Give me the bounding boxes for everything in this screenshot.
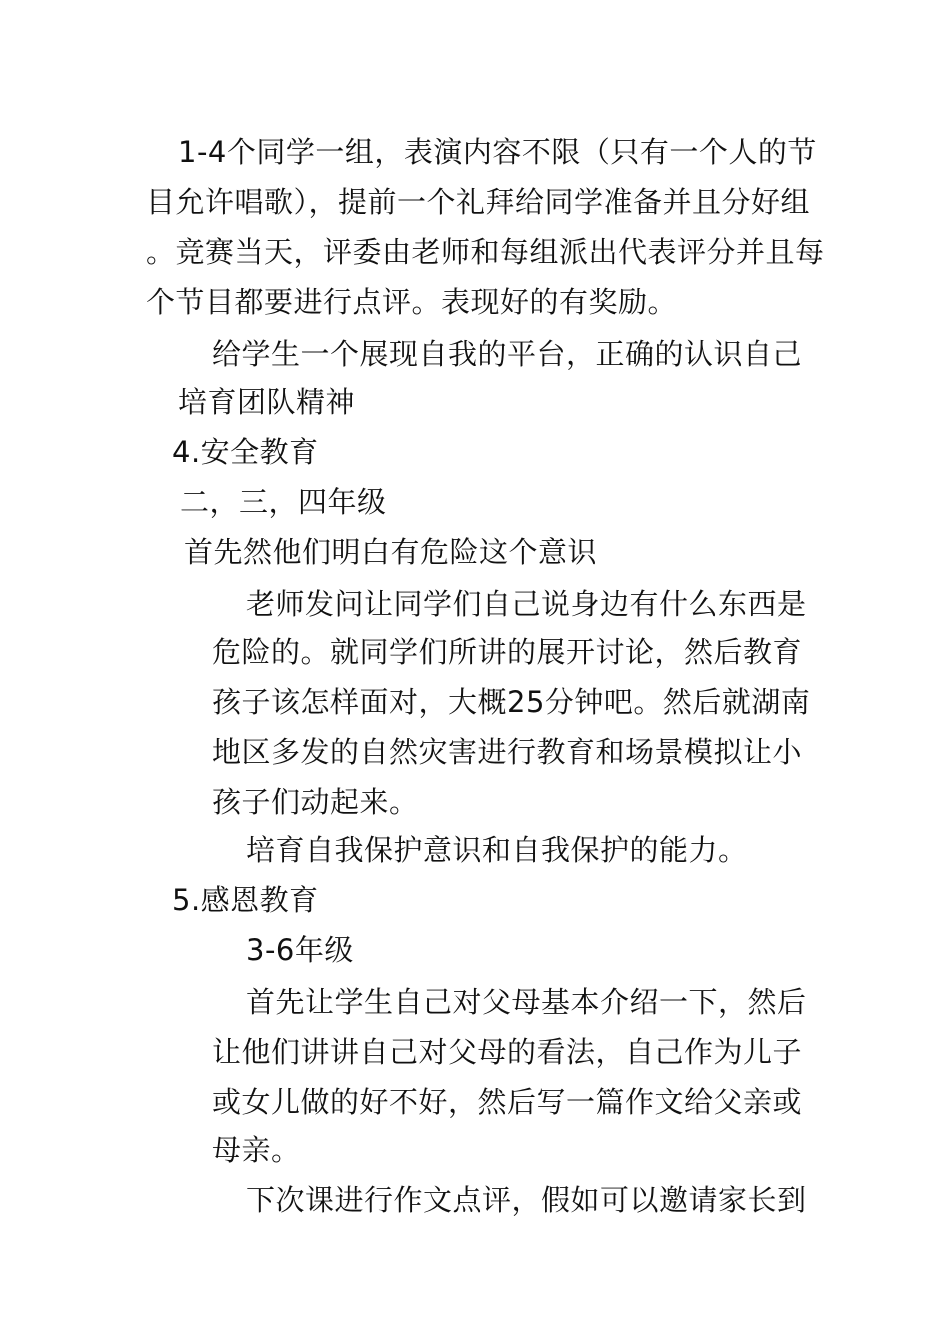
paragraph-line: 个节目都要进行点评。表现好的有奖励。	[146, 285, 678, 319]
paragraph-line: 目允许唱歌），提前一个礼拜给同学准备并且分好组	[146, 185, 811, 219]
paragraph-line: 给学生一个展现自我的平台，正确的认识自己	[212, 337, 803, 371]
paragraph-line: 下次课进行作文点评，假如可以邀请家长到	[246, 1183, 807, 1217]
paragraph-line: 让他们讲讲自己对父母的看法，自己作为儿子	[212, 1035, 803, 1069]
section-heading: 5.感恩教育	[172, 883, 319, 917]
paragraph-line: 3-6年级	[246, 933, 354, 967]
paragraph-line: 地区多发的自然灾害进行教育和场景模拟让小	[212, 735, 803, 769]
paragraph-line: 老师发问让同学们自己说身边有什么东西是	[246, 587, 807, 621]
paragraph-line: 。竞赛当天，评委由老师和每组派出代表评分并且每	[146, 235, 825, 269]
paragraph-line: 危险的。就同学们所讲的展开讨论，然后教育	[212, 635, 803, 669]
paragraph-line: 首先让学生自己对父母基本介绍一下，然后	[246, 985, 807, 1019]
paragraph-line: 首先然他们明白有危险这个意识	[184, 535, 598, 569]
paragraph-line: 孩子们动起来。	[212, 785, 419, 819]
paragraph-line: 或女儿做的好不好，然后写一篇作文给父亲或	[212, 1085, 803, 1119]
section-heading: 4.安全教育	[172, 435, 319, 469]
paragraph-line: 培育团队精神	[178, 385, 356, 419]
paragraph-line: 培育自我保护意识和自我保护的能力。	[246, 833, 748, 867]
paragraph-line: 孩子该怎样面对，大概25分钟吧。然后就湖南	[212, 685, 811, 719]
paragraph-line: 二，三，四年级	[180, 485, 387, 519]
paragraph-line: 1-4个同学一组，表演内容不限（只有一个人的节	[178, 135, 817, 169]
paragraph-line: 母亲。	[212, 1133, 301, 1167]
